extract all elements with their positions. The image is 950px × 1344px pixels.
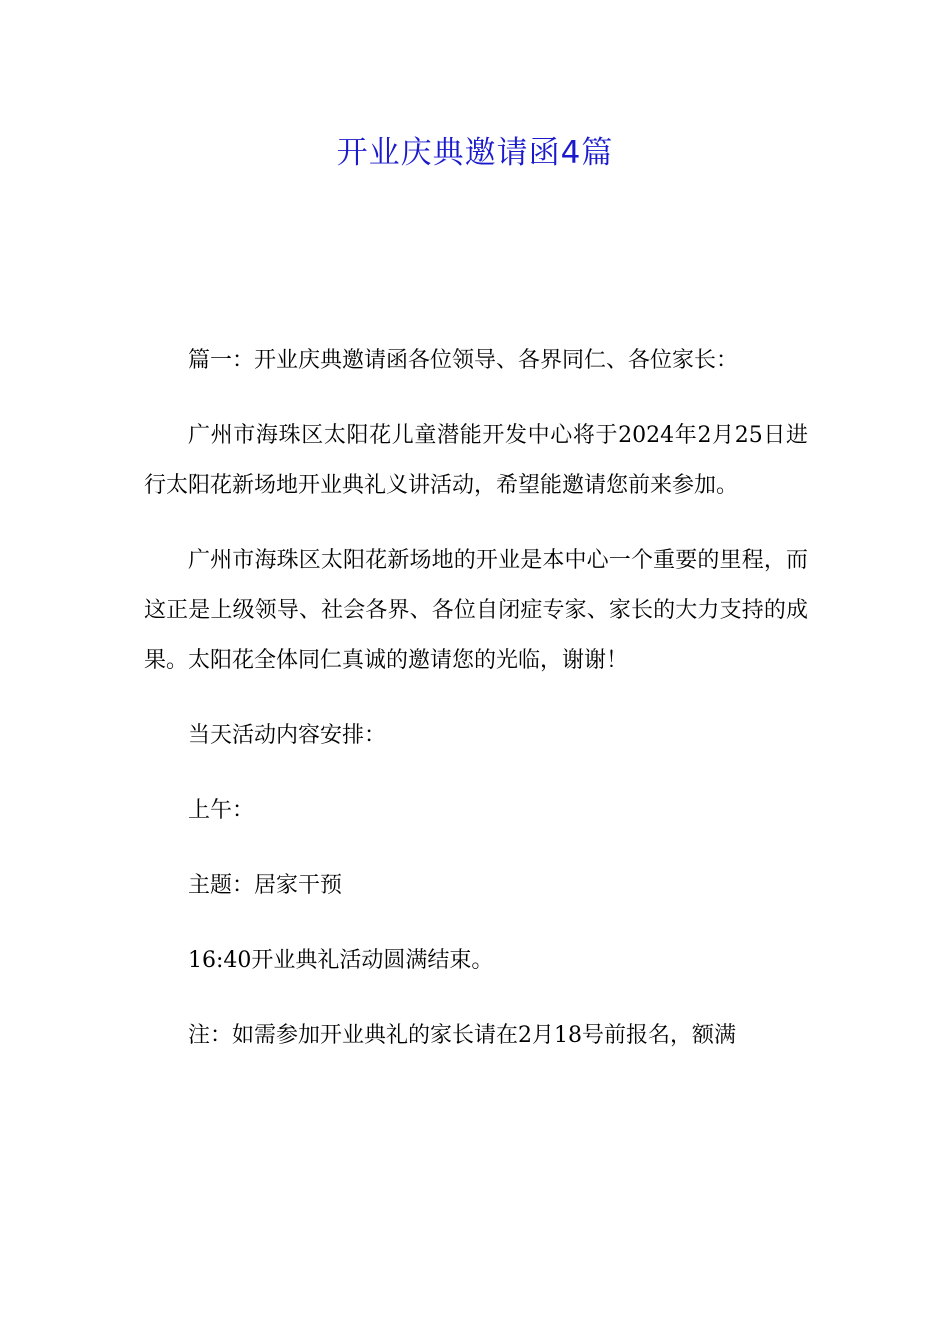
document-title: 开业庆典邀请函4篇 [336,135,614,171]
paragraph-schedule-heading: 当天活动内容安排： [188,723,387,748]
paragraph-morning: 上午： [188,798,255,823]
paragraph-note: 注：如需参加开业典礼的家长请在2月18号前报名，额满 [188,1023,736,1048]
paragraph-invitation: 广州市海珠区太阳花儿童潜能开发中心将于2024年2月25日进行太阳花新场地开业典礼义讲活动，希望能邀请您前来参加。 [144,423,808,498]
paragraph-end-time: 16:40开业典礼活动圆满结束。 [188,948,494,973]
paragraph-milestone: 广州市海珠区太阳花新场地的开业是本中心一个重要的里程，而这正是上级领导、社会各界、各位自闭症专家、家长的大力支持的成果。太阳花全体同仁真诚的邀请您的光临，谢谢！ [144,548,808,673]
paragraph-theme: 主题：居家干预 [188,873,343,898]
document-body [144,336,808,1086]
paragraph-salutation: 篇一：开业庆典邀请函各位领导、各界同仁、各位家长： [188,348,739,373]
